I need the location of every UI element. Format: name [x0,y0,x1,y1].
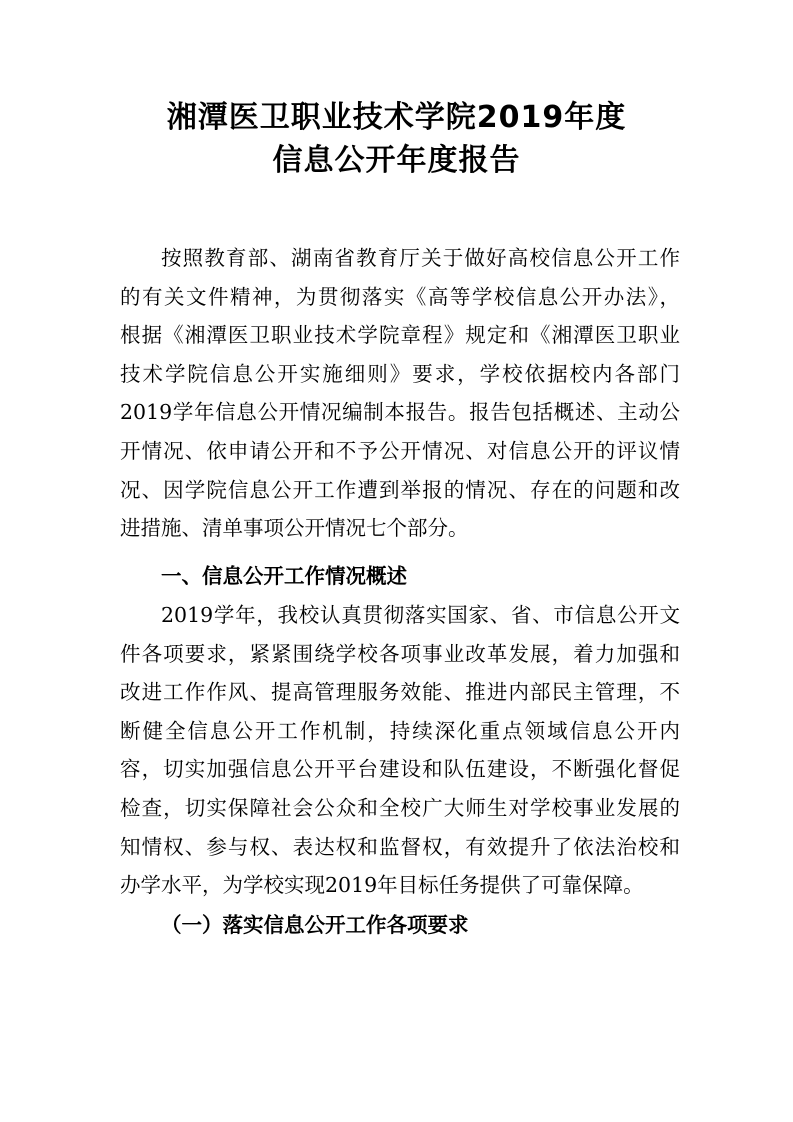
section-1-line: 办学水平，为学校实现2019年目标任务提供了可靠保障。 [120,873,644,898]
section-1-line: 改进工作作风、提高管理服务效能、推进内部民主管理，不 [120,680,680,705]
intro-line: 根据《湘潭医卫职业技术学院章程》规定和《湘潭医卫职业 [120,323,680,348]
section-1-line: 检查，切实保障社会公众和全校广大师生对学校事业发展的 [120,795,680,820]
section-1-line: 2019学年，我校认真贯彻落实国家、省、市信息公开文 [161,603,680,627]
intro-line: 况、因学院信息公开工作遭到举报的情况、存在的问题和改 [120,477,680,502]
section-1-heading: 一、信息公开工作情况概述 [161,564,407,588]
intro-line: 按照教育部、湖南省教育厅关于做好高校信息公开工作 [161,246,680,270]
intro-line: 2019学年信息公开情况编制本报告。报告包括概述、主动公 [120,400,680,425]
report-title-line-2: 信息公开年度报告 [272,143,521,178]
section-1-line: 断健全信息公开工作机制，持续深化重点领域信息公开内 [120,718,680,743]
intro-line: 技术学院信息公开实施细则》要求，学校依据校内各部门 [120,361,680,386]
section-1-line: 知情权、参与权、表达权和监督权，有效提升了依法治校和 [120,834,680,859]
intro-paragraph [120,239,680,548]
section-1-line: 件各项要求，紧紧围绕学校各项事业改革发展，着力加强和 [120,641,680,666]
section-1-paragraph [120,596,680,905]
subsection-1-heading: （一）落实信息公开工作各项要求 [161,913,469,937]
intro-line: 开情况、依申请公开和不予公开情况、对信息公开的评议情 [120,438,680,463]
section-1-line: 容，切实加强信息公开平台建设和队伍建设，不断强化督促 [120,757,680,782]
report-title-line-1: 湘潭医卫职业技术学院2019年度 [166,100,627,135]
intro-line: 的有关文件精神，为贯彻落实《高等学校信息公开办法》， [120,284,680,309]
intro-line: 进措施、清单事项公开情况七个部分。 [120,516,469,541]
